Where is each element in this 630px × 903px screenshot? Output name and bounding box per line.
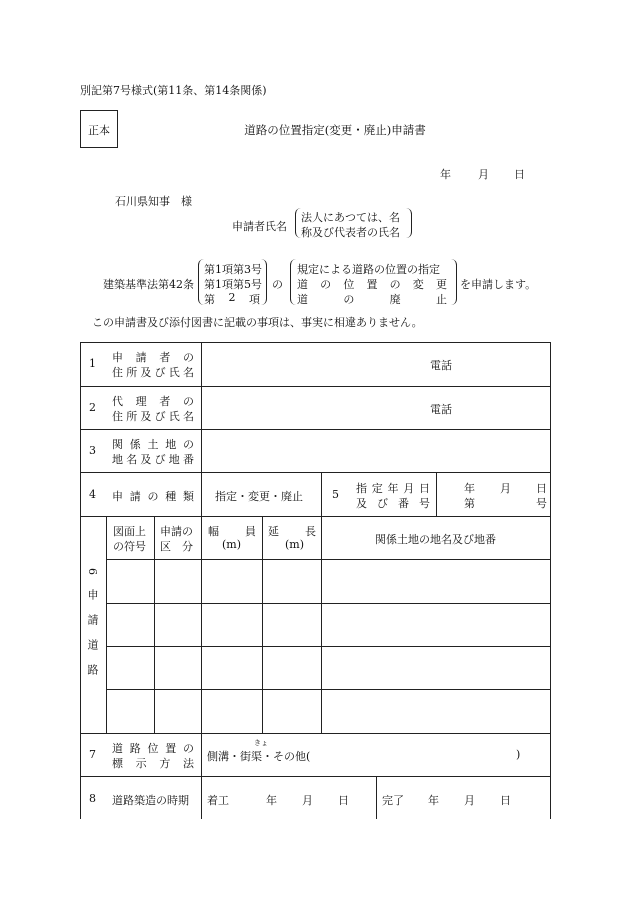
marking-method-close: ) (516, 748, 521, 761)
row-7-label-line1 (112, 740, 194, 756)
row-3-label-line2 (112, 451, 194, 467)
row-5-month: 月 (500, 482, 511, 495)
table-line (106, 559, 550, 560)
row-3-l2-c3: び (154, 453, 166, 466)
row-7-l1-c4: の (183, 742, 194, 755)
row-5-label-line2 (356, 495, 430, 511)
row-4-l-c0: 申 (112, 490, 123, 503)
row-2-number: 2 (89, 401, 96, 414)
row-2-l1-c1: 理 (135, 395, 147, 408)
option-abolish-ch2: 廃 (389, 293, 401, 306)
end-month: 月 (464, 794, 475, 807)
col-width-h1-c1: 員 (245, 525, 256, 538)
row-5-day: 日 (536, 482, 547, 495)
row-1-phone-label: 電話 (430, 359, 452, 372)
clause-3-b: 2 (228, 291, 236, 304)
row-4-l-c2: の (147, 490, 159, 503)
document-title: 道路の位置指定(変更・廃止)申請書 (244, 123, 426, 137)
col-symbol-header-1: 図面上 (113, 525, 146, 538)
row-5-l1-c2: 年 (387, 482, 399, 495)
row-1-l2-c4: 氏 (168, 366, 180, 379)
row-4-l-c4: 類 (183, 490, 194, 503)
row-5-l2-c1: び (377, 497, 388, 510)
table-line (154, 516, 155, 733)
start-year: 年 (266, 794, 277, 807)
clause-1: 第1項第3号 (204, 263, 262, 276)
date-year: 年 (440, 168, 451, 181)
row-5-l2-c2: 番 (398, 497, 409, 510)
col-width-header-2: (m) (222, 538, 242, 551)
table-line (321, 472, 322, 733)
row-2-l2-c3: び (154, 410, 166, 423)
row-7-l2-c1: 示 (135, 757, 147, 770)
row-2-l2-c0: 住 (112, 410, 123, 423)
row-2-l2-c1: 所 (126, 410, 138, 423)
table-line (106, 689, 550, 690)
row-7-l2-c0: 標 (112, 757, 123, 770)
col-symbol-header-2: の符号 (113, 540, 146, 553)
statement-particle: の (272, 278, 283, 291)
option-change-ch1: の (320, 278, 332, 291)
table-line (80, 386, 550, 387)
end-label: 完了 (382, 794, 404, 807)
table-line (80, 472, 550, 473)
option-designation: 規定による道路の位置の指定 (297, 263, 440, 276)
applicant-note-line2: 称及び代表者の氏名 (301, 226, 400, 239)
row-3-l2-c2: 及 (140, 453, 152, 466)
row-3-l1-c2: 土 (147, 438, 159, 451)
table-line (80, 342, 81, 819)
row-7-l1-c1: 路 (129, 742, 141, 755)
row-1-l1-c3: の (182, 351, 194, 364)
row-3-l2-c0: 地 (112, 453, 123, 466)
clause-2: 第1項第5号 (204, 278, 262, 291)
date-day: 日 (514, 168, 525, 181)
row-5-l2-c0: 及 (356, 497, 367, 510)
row-1-number: 1 (89, 357, 96, 370)
col-length-h1-c0: 延 (268, 525, 279, 538)
col-length-h1-c1: 長 (305, 525, 316, 538)
row-3-number: 3 (89, 444, 96, 457)
clause-3-c: 項 (249, 293, 260, 306)
option-change-ch2: 位 (343, 278, 355, 291)
col-width-h1-c0: 幅 (208, 525, 219, 538)
row-7-number: 7 (89, 748, 96, 761)
col-kind-header-2: 区 分 (160, 540, 193, 553)
row-7-l1-c0: 道 (112, 742, 123, 755)
table-line (106, 516, 107, 733)
ruby-kyo: きょ (254, 739, 268, 747)
row-5-dai: 第 (464, 497, 475, 510)
row-3-l1-c0: 関 (112, 438, 123, 451)
date-month: 月 (478, 168, 489, 181)
statement-prefix: 建築基準法第42条 (103, 278, 194, 291)
table-line (80, 429, 550, 430)
col-place-header: 関係土地の地名及び地番 (375, 533, 496, 546)
col-length-header-1 (268, 523, 316, 539)
option-abolish-ch0: 道 (297, 293, 308, 306)
application-type-options[interactable]: 指定・変更・廃止 (215, 490, 303, 503)
row-3-l1-c3: 地 (165, 438, 177, 451)
applicant-note-line1: 法人にあつては、名 (301, 211, 400, 224)
row-5-l1-c0: 指 (356, 482, 367, 495)
row-5-l2-c3: 号 (419, 497, 430, 510)
marking-method-options[interactable]: 側溝・街渠・その他( (207, 750, 311, 763)
row-3-l2-c4: 地 (168, 453, 180, 466)
option-change-ch0: 道 (297, 278, 308, 291)
table-line (80, 733, 550, 734)
row-8-number: 8 (89, 792, 96, 805)
row-2-l2-c4: 氏 (168, 410, 180, 423)
option-change-ch3: 置 (366, 278, 378, 291)
row-1-label-line2 (112, 364, 194, 380)
row-5-l1-c3: 月 (403, 482, 415, 495)
row-1-l2-c5: 名 (182, 366, 194, 379)
addressee: 石川県知事 様 (115, 195, 192, 208)
table-line (106, 603, 550, 604)
row-1-l2-c2: 及 (140, 366, 152, 379)
row-5-year: 年 (464, 482, 475, 495)
col-kind-header-1: 申請の (160, 525, 193, 538)
table-line (262, 516, 263, 733)
row-7-l2-c2: 方 (159, 757, 171, 770)
end-year: 年 (428, 794, 439, 807)
row-1-l1-c2: 者 (159, 351, 171, 364)
end-day: 日 (500, 794, 511, 807)
row-5-number: 5 (332, 488, 339, 501)
clause-3-a: 第 (204, 293, 215, 306)
row-1-l1-c1: 請 (135, 351, 147, 364)
row-7-l2-c3: 法 (182, 757, 194, 770)
row-4-number: 4 (89, 488, 96, 501)
table-line (436, 472, 437, 516)
row-2-l1-c0: 代 (112, 395, 123, 408)
row-1-l2-c0: 住 (112, 366, 123, 379)
row-2-l1-c2: 者 (159, 395, 171, 408)
table-line (80, 342, 550, 343)
row-1-l1-c0: 申 (112, 351, 123, 364)
option-change-ch4: の (389, 278, 401, 291)
row-2-l1-c3: の (182, 395, 194, 408)
row-5-go: 号 (536, 497, 547, 510)
row-7-l1-c3: 置 (165, 742, 177, 755)
start-month: 月 (302, 794, 313, 807)
table-line (80, 516, 550, 517)
declaration: この申請書及び添付図書に記載の事項は、事実に相違ありません。 (92, 316, 423, 329)
row-3-l1-c1: 係 (129, 438, 141, 451)
option-abolish (297, 291, 447, 307)
table-line (550, 342, 551, 819)
row-1-label-line1 (112, 349, 194, 365)
row-5-l1-c4: 日 (419, 482, 430, 495)
table-line (201, 342, 202, 819)
row-7-l1-c2: 位 (147, 742, 159, 755)
row-3-l2-c5: 番 (182, 453, 194, 466)
start-day: 日 (338, 794, 349, 807)
row-4-label (112, 488, 194, 504)
option-abolish-ch1: の (343, 293, 355, 306)
start-label: 着工 (207, 794, 229, 807)
row-4-l-c3: 種 (165, 490, 177, 503)
applicant-name-label: 申請者氏名 (232, 220, 287, 233)
option-abolish-ch3: 止 (435, 293, 447, 306)
row-3-l1-c4: の (183, 438, 194, 451)
row-2-l2-c5: 名 (182, 410, 194, 423)
row-4-l-c1: 請 (129, 490, 141, 503)
row-3-label-line1 (112, 436, 194, 452)
row-2-label-line2 (112, 408, 194, 424)
row-1-l2-c1: 所 (126, 366, 138, 379)
option-change (297, 276, 447, 292)
row-2-label-line1 (112, 393, 194, 409)
row-5-l1-c1: 定 (371, 482, 383, 495)
col-length-header-2: (m) (285, 538, 305, 551)
col-width-header-1 (208, 523, 256, 539)
row-2-l2-c2: 及 (140, 410, 152, 423)
row-3-l2-c1: 名 (126, 453, 138, 466)
row-2-phone-label: 電話 (430, 403, 452, 416)
option-change-ch6: 更 (435, 278, 447, 291)
table-line (376, 776, 377, 819)
option-change-ch5: 変 (412, 278, 424, 291)
table-line (106, 646, 550, 647)
table-line (80, 776, 550, 777)
statement-suffix: を申請します。 (460, 278, 537, 291)
row-8-label: 道路築造の時期 (112, 794, 189, 807)
row-7-label-line2 (112, 755, 194, 771)
row-6-side-label: 6申請道路 (86, 568, 99, 689)
clause-3 (204, 291, 260, 307)
row-5-label-line1 (356, 480, 430, 496)
original-label: 正本 (88, 124, 110, 137)
row-1-l2-c3: び (154, 366, 166, 379)
form-reference: 別記第7号様式(第11条、第14条関係) (80, 84, 267, 97)
